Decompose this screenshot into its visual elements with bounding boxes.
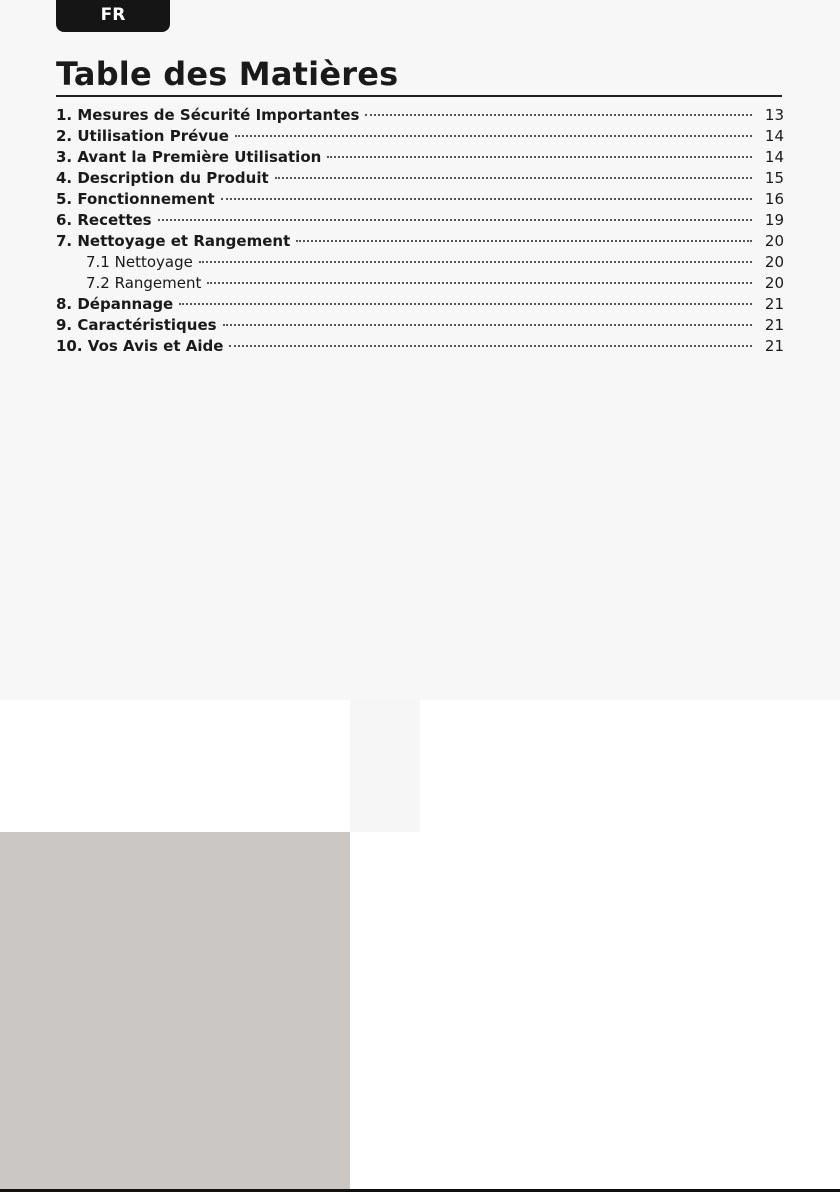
gray-panel [0, 832, 350, 1189]
dot-leader [179, 303, 752, 305]
dot-leader [229, 345, 752, 347]
dot-leader [296, 240, 752, 242]
toc-entry-page: 15 [764, 169, 784, 187]
toc-entry-page: 21 [764, 337, 784, 355]
toc-entry-page: 21 [764, 295, 784, 313]
toc-entry[interactable] [56, 231, 784, 252]
toc-entry-page: 14 [764, 127, 784, 145]
toc-entry[interactable] [56, 336, 784, 357]
title-underline [56, 95, 782, 97]
toc-entry[interactable] [56, 105, 784, 126]
toc-entry-label: 10. Vos Avis et Aide [56, 337, 224, 355]
toc-entry-page: 20 [764, 232, 784, 250]
toc-entry-page: 16 [764, 190, 784, 208]
dot-leader [235, 135, 752, 137]
toc-entry-label: 2. Utilisation Prévue [56, 127, 229, 145]
toc-entry[interactable] [56, 210, 784, 231]
toc-entry-page: 21 [764, 316, 784, 334]
dot-leader [199, 261, 752, 263]
toc-entry-label: 1. Mesures de Sécurité Importantes [56, 106, 360, 124]
toc-subentry[interactable] [56, 273, 784, 294]
toc-entry-label: 4. Description du Produit [56, 169, 269, 187]
dot-leader [327, 156, 752, 158]
dot-leader [223, 324, 752, 326]
dot-leader [275, 177, 752, 179]
toc-entry-page: 19 [764, 211, 784, 229]
toc-entry-label: 7.2 Rangement [86, 274, 202, 292]
toc-entry-label: 8. Dépannage [56, 295, 174, 313]
toc-entry-label: 6. Recettes [56, 211, 152, 229]
toc-entry[interactable] [56, 189, 784, 210]
toc-entry[interactable] [56, 168, 784, 189]
toc-entry[interactable] [56, 315, 784, 336]
toc-entry-label: 7.1 Nettoyage [86, 253, 193, 271]
page-background-strip [350, 700, 420, 832]
toc-entry-page: 14 [764, 148, 784, 166]
dot-leader [221, 198, 752, 200]
dot-leader [158, 219, 752, 221]
toc-entry[interactable] [56, 147, 784, 168]
toc-subentry[interactable] [56, 252, 784, 273]
toc-entry-label: 9. Caractéristiques [56, 316, 217, 334]
toc-entry-page: 20 [764, 274, 784, 292]
blank-area [420, 700, 840, 1189]
toc-entry-page: 20 [764, 253, 784, 271]
page-title: Table des Matières [56, 55, 399, 93]
toc-entry-page: 13 [764, 106, 784, 124]
dot-leader [365, 114, 752, 116]
toc-entry[interactable] [56, 126, 784, 147]
toc-entry[interactable] [56, 294, 784, 315]
toc-entry-label: 5. Fonctionnement [56, 190, 215, 208]
language-tab: FR [56, 0, 170, 32]
dot-leader [207, 282, 752, 284]
toc-entry-label: 3. Avant la Première Utilisation [56, 148, 322, 166]
toc-entry-label: 7. Nettoyage et Rangement [56, 232, 291, 250]
table-of-contents [56, 105, 784, 357]
